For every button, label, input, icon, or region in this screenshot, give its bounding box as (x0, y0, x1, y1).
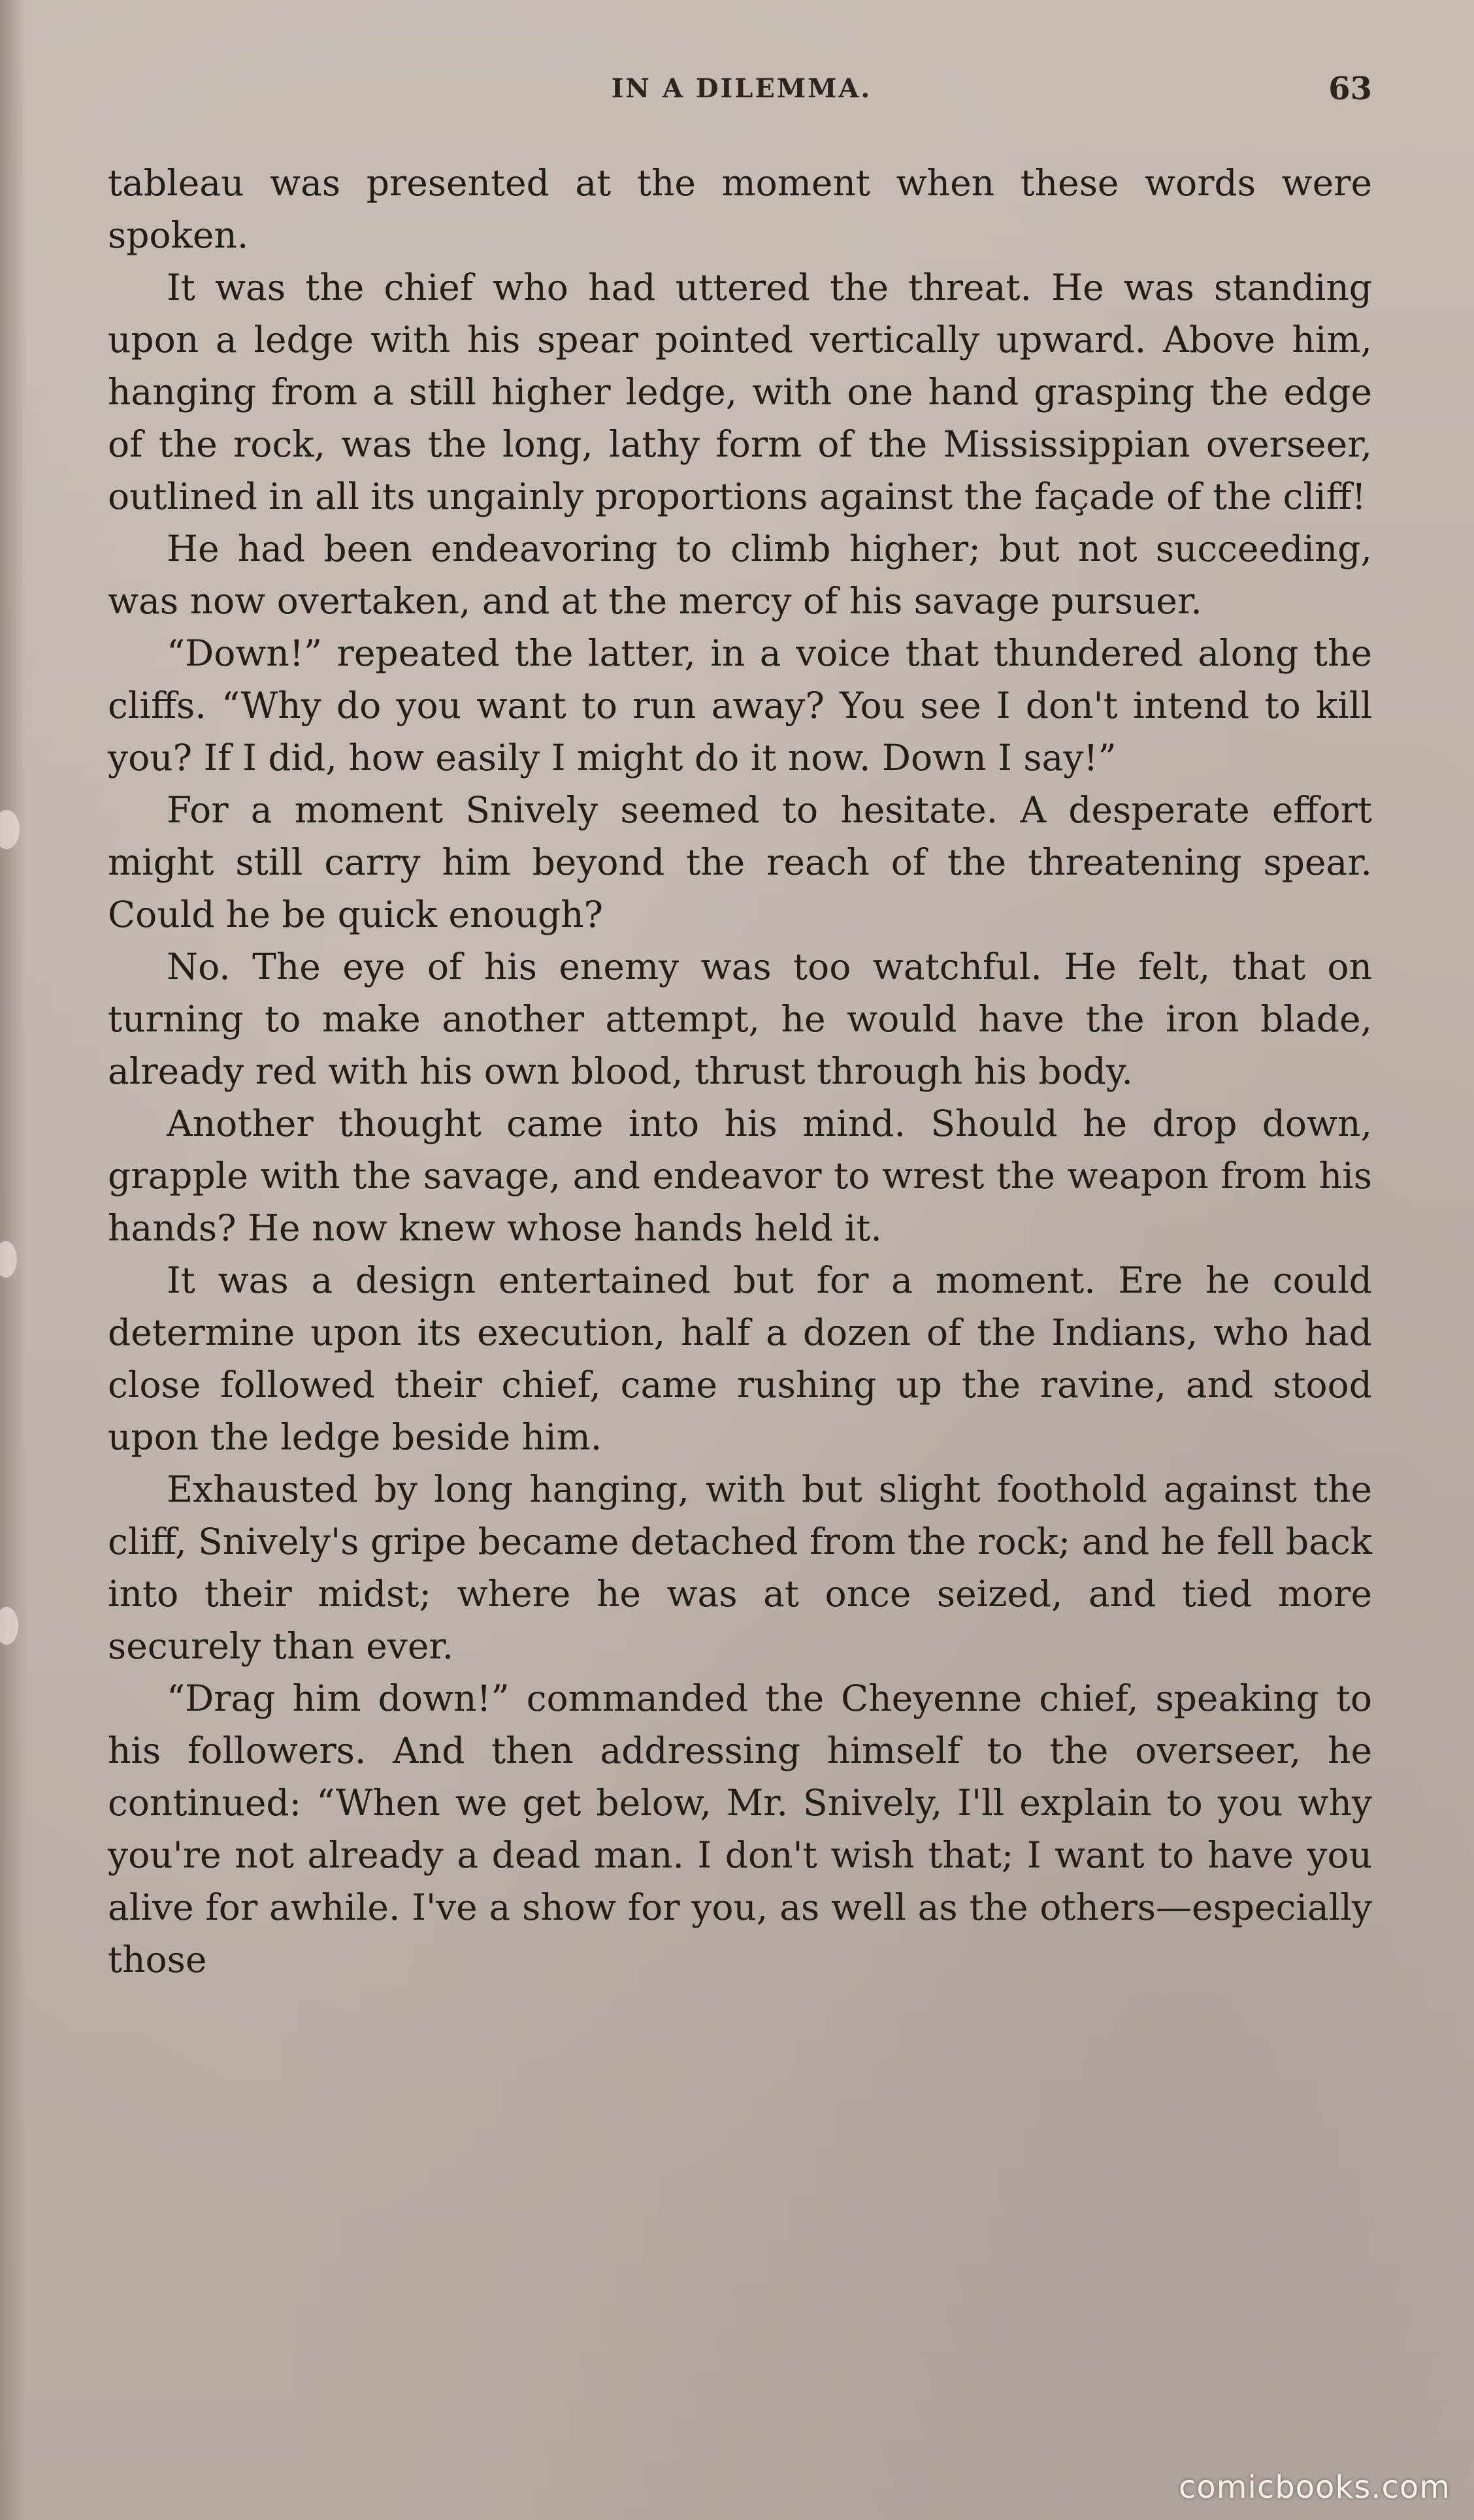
running-head: IN A DILEMMA. (611, 73, 872, 104)
paragraph: tableau was presented at the moment when these words were spoken. (108, 162, 1372, 256)
paragraph: No. The eye of his enemy was too watchful. He felt, that on turning to make another attempt, he would have the iron blade, already red with his own blood, thrust through his body. (108, 946, 1372, 1092)
paragraph: “Down!” repeated the latter, in a voice that thundered along the cliffs. “Why do you want to run away? You see I don't intend to kill you? If I did, how easily I might do it now. Down I say!” (108, 632, 1372, 779)
page-number: 63 (1328, 71, 1372, 107)
paragraph: For a moment Snively seemed to hesitate. A desperate effort might still carry him beyond the reach of the threatening spear. Could he be quick enough? (108, 789, 1372, 935)
paragraph: “Drag him down!” commanded the Cheyenne chief, speaking to his followers. And then addressing himself to the overseer, he continued: “When we get below, Mr. Snively, I'll explain to you why you're not already a dead man. I don't wish that; I want to have you alive for awhile. I've a show for you, as well as the others—especially those (108, 1677, 1372, 1980)
watermark (1085, 2469, 1450, 2512)
paragraph: Exhausted by long hanging, with but slight foothold against the cliff, Snively's gripe became detached from the rock; and he fell back into their midst; where he was at once seized, and tied more securely than ever. (108, 1468, 1372, 1667)
paragraph: He had been endeavoring to climb higher; but not succeeding, was now overtaken, and at the mercy of his savage pursuer. (108, 528, 1372, 622)
paragraph: Another thought came into his mind. Should he drop down, grapple with the savage, and endeavor to wrest the weapon from his hands? He now knew whose hands held it. (108, 1103, 1372, 1249)
body-text (108, 157, 1372, 1986)
paragraph: It was the chief who had uttered the threat. He was standing upon a ledge with his spear pointed vertically upward. Above him, hanging from a still higher ledge, with one hand grasping the edge of the rock, was the long, lathy form of the Mississippian overseer, outlined in all its ungainly proportions against the façade of the cliff! (108, 267, 1372, 517)
paragraph: It was a design entertained but for a moment. Ere he could determine upon its execution, half a dozen of the Indians, who had close followed their chief, came rushing up the ravine, and stood upon the ledge beside him. (108, 1259, 1372, 1458)
watermark-text: comicbooks.com (1178, 2469, 1450, 2506)
page-header (111, 73, 1372, 112)
